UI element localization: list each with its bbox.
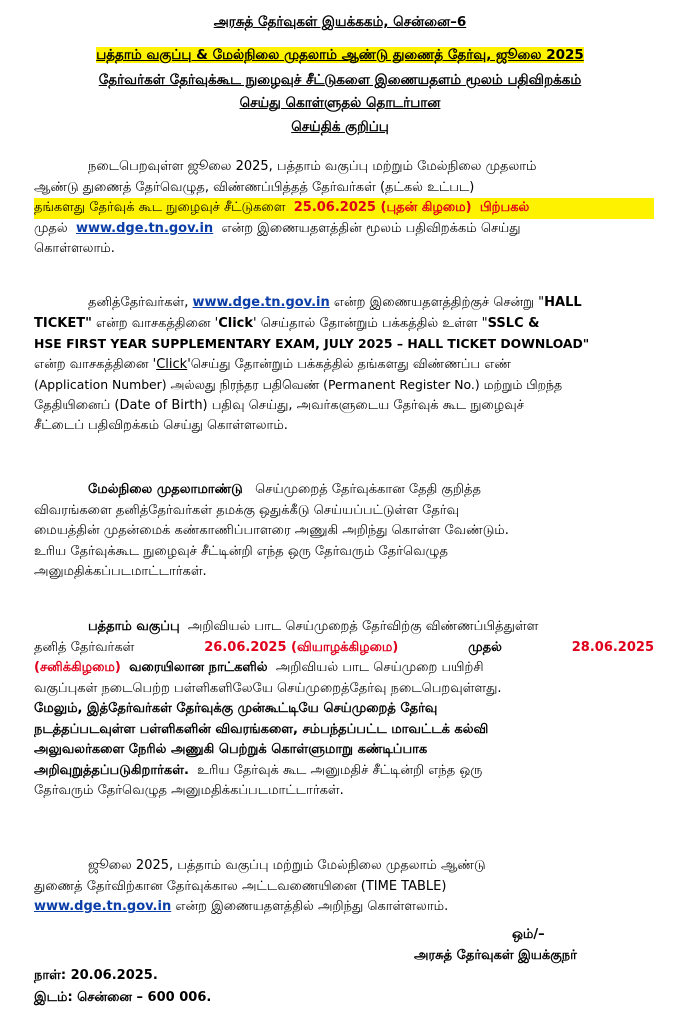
para1-line: ஆண்டு துணைத் தேர்வெழுத, விண்ணப்பித்தத் தேர்வர்கள் (தட்கல் உட்பட) xyxy=(34,179,475,195)
para4-line: பத்தாம் வகுப்பு அறிவியல் பாட செய்முறைத் தேர்விற்கு விண்ணப்பித்துள்ள xyxy=(88,619,539,634)
para5-line: ஜூலை 2025, பத்தாம் வகுப்பு மற்றும் மேல்நிலை முதலாம் ஆண்டு xyxy=(88,858,486,873)
office-header: அரசுத் தேர்வுகள் இயக்ககம், சென்னை–6 xyxy=(213,14,467,30)
paragraph-time-table xyxy=(34,856,654,918)
title-line-2: தேர்வர்கள் தேர்வுக்கூட நுழைவுச் சீட்டுகளை இணையதளம் மூலம் பதிவிறக்கம் xyxy=(98,72,582,88)
para4-line: வகுப்புகள் நடைபெற்ற பள்ளிகளிலேயே செய்முறைத்தேர்வு நடைபெறவுள்ளது. xyxy=(34,680,502,696)
para2-line: என்ற வாசகத்தினை 'Click'செய்து தோன்றும் பக்கத்தில் தங்களது விண்ணப்ப எண் xyxy=(34,356,511,372)
para4-line: (சனிக்கிழமை) வரையிலான நாட்களில் அறிவியல் பாட செய்முறை பயிற்சி xyxy=(34,660,484,675)
para5-line: துணைத் தேர்விற்கான தேர்வுக்கால அட்டவணையினை (TIME TABLE) xyxy=(34,878,447,894)
website-link[interactable]: www.dge.tn.gov.in xyxy=(75,220,214,236)
para5-line: www.dge.tn.gov.in என்ற இணையதளத்தில் அறிந்து கொள்ளலாம். xyxy=(34,899,449,914)
para4-line: அலுவலர்களை நேரில் அணுகி பெற்றுக் கொள்ளுமாறு கண்டிப்பாக xyxy=(34,742,428,757)
para4-dates-line: தனித் தேர்வர்கள் 26.06.2025 (வியாழக்கிழமை) முதல் 28.06.2025 xyxy=(34,638,654,659)
para3-line: மையத்தின் முதன்மைக் கண்காணிப்பாளரை அணுகி அறிந்து கொள்ள வேண்டும். xyxy=(34,523,509,538)
release-date: 25.06.2025 (புதன் கிழமை) xyxy=(293,200,472,215)
signature-designation: அரசுத் தேர்வுகள் இயக்குநர் xyxy=(414,948,577,963)
paragraph-sslc-science-practical xyxy=(34,617,654,802)
para2-exam-name-line: HSE FIRST YEAR SUPPLEMENTARY EXAM, JULY 2025 – HALL TICKET DOWNLOAD" xyxy=(34,336,590,351)
title-line-3: செய்து கொள்ளுதல் தொடர்பான xyxy=(239,95,441,111)
para1-highlight-line: தங்களது தேர்வுக் கூட நுழைவுச் சீட்டுகளை 25.06.2025 (புதன் கிழமை) பிற்பகல் xyxy=(34,198,654,219)
para3-line: அனுமதிக்கப்படமாட்டார்கள். xyxy=(34,564,207,579)
para2-line: TICKET" என்ற வாசகத்தினை 'Click' செய்தால் தோன்றும் பக்கத்தில் உள்ள "SSLC & xyxy=(34,315,540,331)
paragraph-download-steps xyxy=(34,293,654,437)
para3-line: மேல்நிலை முதலாமாண்டு செய்முறைத் தேர்வுக்கான தேதி குறித்த xyxy=(88,482,481,497)
paragraph-hse-practical xyxy=(34,480,654,583)
para2-line: தனித்தேர்வர்கள், www.dge.tn.gov.in என்ற இணையதளத்திற்குச் சென்று "HALL xyxy=(88,295,582,310)
practical-start-date: 26.06.2025 (வியாழக்கிழமை) xyxy=(204,639,399,655)
title-line-4: செய்திக் குறிப்பு xyxy=(291,119,389,135)
title-line-1: பத்தாம் வகுப்பு & மேல்நிலை முதலாம் ஆண்டு துணைத் தேர்வு, ஜூலை 2025 xyxy=(96,47,584,63)
para4-line: நடத்தப்படவுள்ள பள்ளிகளின் விவரங்களை, சம்பந்தப்பட்ட மாவட்டக் கல்வி xyxy=(34,721,489,737)
para1-line: கொள்ளலாம். xyxy=(34,241,115,256)
para3-line: உரிய தேர்வுக்கூட நுழைவுச் சீட்டின்றி எந்த ஒரு தேர்வரும் தேர்வெழுத xyxy=(34,543,448,559)
para2-line: சீட்டைப் பதிவிறக்கம் செய்து கொள்ளலாம். xyxy=(34,418,288,433)
website-link[interactable]: www.dge.tn.gov.in xyxy=(192,295,330,310)
issue-place: இடம்: சென்னை – 600 006. xyxy=(34,990,212,1005)
para4-line: அறிவுறுத்தப்படுகிறார்கள். உரிய தேர்வுக் கூட அனுமதிச் சீட்டின்றி எந்த ஒரு xyxy=(34,762,483,778)
para3-line: விவரங்களை தனித்தேர்வர்கள் தமக்கு ஒதுக்கீடு செய்யப்பட்டுள்ள தேர்வு xyxy=(34,502,460,518)
para4-line: தேர்வரும் தேர்வெழுத அனுமதிக்கப்படமாட்டார்கள். xyxy=(34,783,344,798)
para2-line: (Application Number) அல்லது நிரந்தர பதிவெண் (Permanent Register No.) மற்றும் பிறந்த xyxy=(34,377,563,392)
para4-line: மேலும், இத்தேர்வர்கள் தேர்வுக்கு முன்கூட்டியே செய்முறைத் தேர்வு xyxy=(34,701,438,716)
paragraph-hall-ticket-release xyxy=(34,157,654,260)
website-link[interactable]: www.dge.tn.gov.in xyxy=(34,899,172,914)
para2-line: தேதியினைப் (Date of Birth) பதிவு செய்து, அவர்களுடைய தேர்வுக் கூட நுழைவுச் xyxy=(34,397,524,413)
practical-end-date: 28.06.2025 xyxy=(571,639,654,655)
para1-line: நடைபெறவுள்ள ஜூலை 2025, பத்தாம் வகுப்பு மற்றும் மேல்நிலை முதலாம் xyxy=(88,159,537,174)
issue-date: நாள்: 20.06.2025. xyxy=(34,968,158,983)
signature-mark: ஒம்/– xyxy=(512,927,545,942)
para1-line: முதல் www.dge.tn.gov.in என்ற இணையதளத்தின் மூலம் பதிவிறக்கம் செய்து xyxy=(34,220,521,236)
